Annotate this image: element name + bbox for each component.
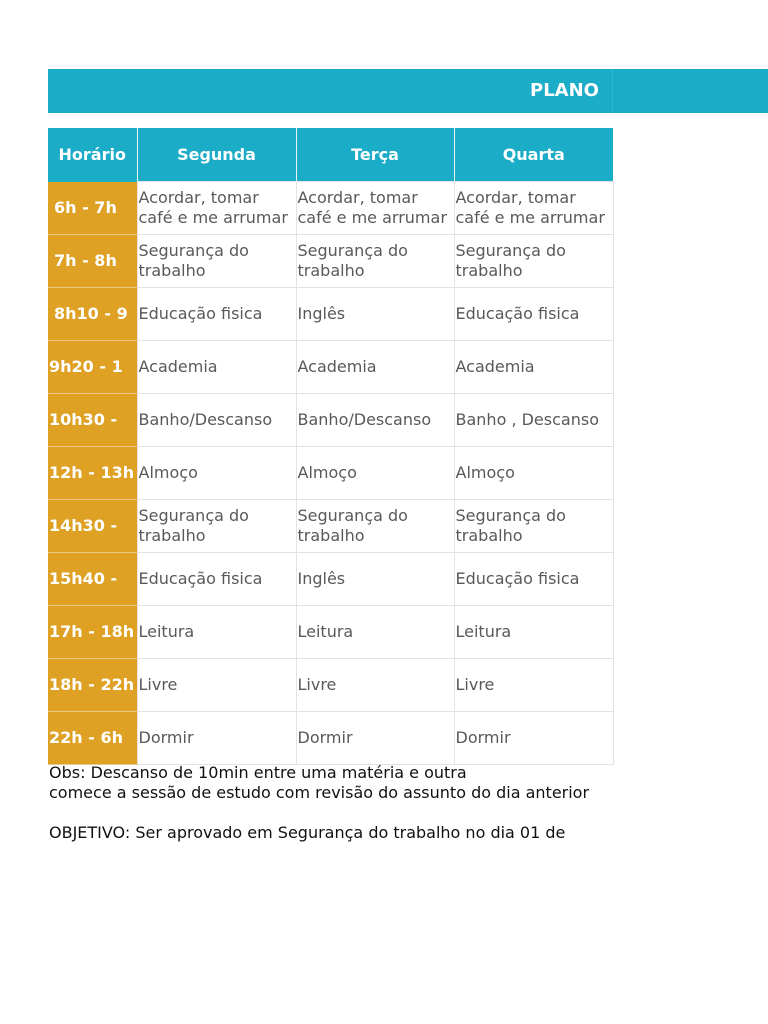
header-quarta: Quarta	[454, 128, 613, 182]
table-row	[48, 288, 613, 341]
table-row	[48, 712, 613, 765]
time-cell: 17h - 18h	[48, 606, 137, 659]
table-row	[48, 447, 613, 500]
activity-cell: Inglês	[296, 288, 454, 341]
time-cell: 22h - 6h	[48, 712, 137, 765]
obs-note-line-1: Obs: Descanso de 10min entre uma matéria e outra	[49, 763, 467, 782]
time-cell: 9h20 - 1	[48, 341, 137, 394]
objective-note: OBJETIVO: Ser aprovado em Segurança do trabalho no dia 01 de	[49, 823, 566, 842]
activity-cell: Banho/Descanso	[137, 394, 296, 447]
activity-cell: Livre	[296, 659, 454, 712]
activity-cell: Dormir	[137, 712, 296, 765]
activity-cell: Almoço	[296, 447, 454, 500]
time-cell: 14h30 -	[48, 500, 137, 553]
activity-cell: Almoço	[454, 447, 613, 500]
obs-note-line-2: comece a sessão de estudo com revisão do assunto do dia anterior	[49, 783, 590, 802]
time-cell: 12h - 13h	[48, 447, 137, 500]
table-row	[48, 182, 613, 235]
title-banner	[48, 69, 768, 113]
time-cell: 15h40 -	[48, 553, 137, 606]
header-segunda: Segunda	[137, 128, 296, 182]
activity-cell: Acordar, tomar café e me arrumar	[454, 182, 613, 235]
table-row	[48, 394, 613, 447]
activity-cell: Academia	[137, 341, 296, 394]
activity-cell: Dormir	[296, 712, 454, 765]
time-cell: 8h10 - 9	[48, 288, 137, 341]
activity-cell: Banho , Descanso	[454, 394, 613, 447]
activity-cell: Segurança do trabalho	[454, 235, 613, 288]
table-row	[48, 659, 613, 712]
table-row	[48, 553, 613, 606]
header-horario: Horário	[48, 128, 137, 182]
activity-cell: Educação fisica	[137, 288, 296, 341]
table-row	[48, 341, 613, 394]
table-row	[48, 606, 613, 659]
activity-cell: Acordar, tomar café e me arrumar	[296, 182, 454, 235]
activity-cell: Leitura	[454, 606, 613, 659]
table-header-row	[48, 128, 613, 182]
activity-cell: Leitura	[137, 606, 296, 659]
table-row	[48, 235, 613, 288]
activity-cell: Educação fisica	[137, 553, 296, 606]
time-cell: 7h - 8h	[48, 235, 137, 288]
time-cell: 18h - 22h	[48, 659, 137, 712]
table-row	[48, 500, 613, 553]
notes-block	[49, 763, 613, 843]
activity-cell: Educação fisica	[454, 288, 613, 341]
time-cell: 6h - 7h	[48, 182, 137, 235]
schedule-table	[48, 128, 614, 765]
activity-cell: Segurança do trabalho	[454, 500, 613, 553]
header-terca: Terça	[296, 128, 454, 182]
activity-cell: Banho/Descanso	[296, 394, 454, 447]
activity-cell: Livre	[454, 659, 613, 712]
activity-cell: Academia	[296, 341, 454, 394]
banner-cell-divider	[612, 69, 613, 113]
activity-cell: Segurança do trabalho	[137, 235, 296, 288]
activity-cell: Livre	[137, 659, 296, 712]
activity-cell: Almoço	[137, 447, 296, 500]
time-cell: 10h30 -	[48, 394, 137, 447]
activity-cell: Acordar, tomar café e me arrumar	[137, 182, 296, 235]
activity-cell: Dormir	[454, 712, 613, 765]
notes-spacer	[49, 803, 613, 823]
activity-cell: Inglês	[296, 553, 454, 606]
activity-cell: Segurança do trabalho	[296, 500, 454, 553]
activity-cell: Educação fisica	[454, 553, 613, 606]
activity-cell: Segurança do trabalho	[137, 500, 296, 553]
plan-title: PLANO	[530, 81, 599, 101]
activity-cell: Segurança do trabalho	[296, 235, 454, 288]
activity-cell: Academia	[454, 341, 613, 394]
activity-cell: Leitura	[296, 606, 454, 659]
